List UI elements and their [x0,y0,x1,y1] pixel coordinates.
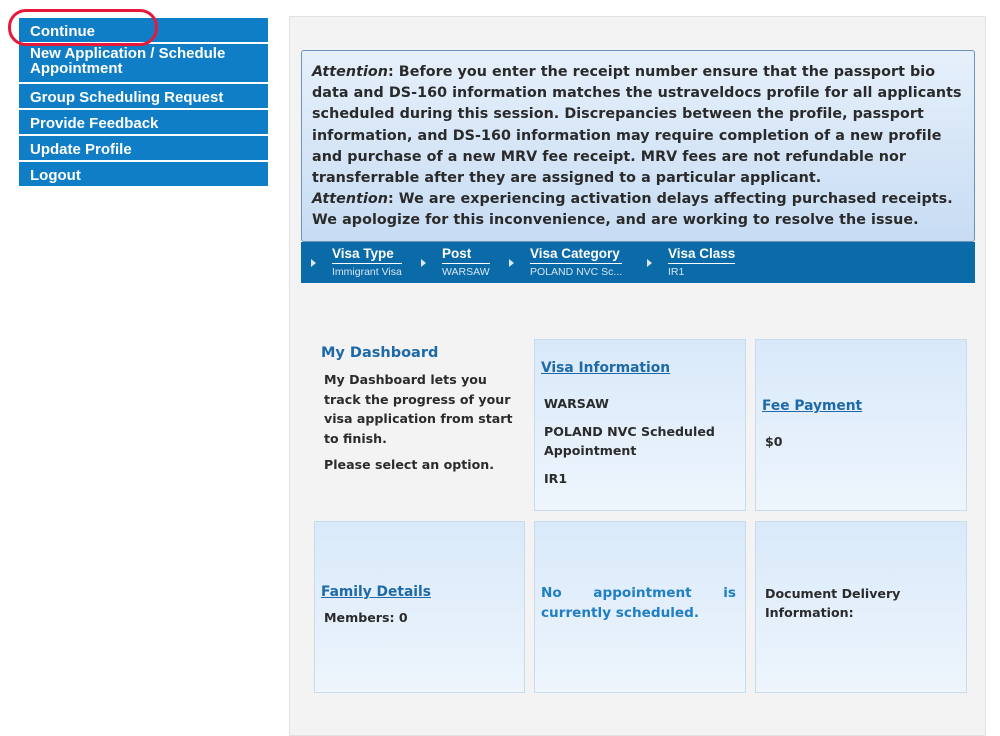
fee-payment-link[interactable]: Fee Payment [762,398,863,414]
fee-amount: $0 [765,434,783,449]
visa-information-link[interactable]: Visa Information [541,360,671,376]
appointment-status: No appointment is currently scheduled. [541,585,736,621]
family-details-tile [314,521,525,693]
breadcrumb-post[interactable] [442,246,490,278]
nav-continue[interactable]: Continue [19,18,268,44]
attention-label-1: Attention [312,64,389,80]
breadcrumb-title: Visa Type [332,246,402,264]
breadcrumb-visa-category[interactable] [530,246,622,278]
document-delivery-tile [755,521,967,693]
breadcrumb-visa-class[interactable] [668,246,735,278]
dashboard-prompt: Please select an option. [324,457,495,472]
nav-new-application[interactable]: New Application / Schedule Appointment [19,44,268,84]
breadcrumb-value: IR1 [668,266,685,278]
breadcrumb-title: Visa Class [668,246,735,264]
breadcrumb-title: Post [442,246,490,264]
dashboard-title: My Dashboard [321,345,439,361]
breadcrumb-value: POLAND NVC Sc... [530,266,623,278]
breadcrumb-value: WARSAW [442,266,490,278]
document-delivery-info: Document Delivery Information: [765,586,901,620]
chevron-right-icon [311,259,316,267]
fee-payment-tile [755,339,967,511]
breadcrumb-visa-type[interactable] [332,246,402,278]
sidebar-nav [19,18,268,186]
visa-category-value: POLAND NVC Scheduled Appointment [544,424,715,458]
dashboard-description: My Dashboard lets you track the progress of your visa application from start to finish. [324,372,513,446]
family-details-link[interactable]: Family Details [321,584,431,600]
family-members-count: Members: 0 [324,610,408,625]
visa-class-value: IR1 [544,471,568,486]
nav-update-profile[interactable]: Update Profile [19,136,268,162]
chevron-right-icon [421,259,426,267]
attention-text-1: : Before you enter the receipt number ensure that the passport bio data and DS-160 information matches the ustraveldocs profile for all applicants scheduled during this session. Discrepancies between the profile, passport information, and DS-160 information may require completion of a new profile and purchase of a new MRV fee receipt. MRV fees are not refundable nor transferrable after they are assigned to a particular applicant. [312,64,962,187]
breadcrumb [301,242,975,283]
visa-post-value: WARSAW [544,396,609,411]
main-panel [289,16,986,736]
nav-logout[interactable]: Logout [19,162,268,186]
nav-provide-feedback[interactable]: Provide Feedback [19,110,268,136]
visa-information-tile [534,339,746,511]
breadcrumb-value: Immigrant Visa [332,266,402,278]
breadcrumb-title: Visa Category [530,246,622,264]
chevron-right-icon [509,259,514,267]
attention-text-2: : We are experiencing activation delays affecting purchased receipts. We apologize for this inconvenience, and are working to resolve the issue. [312,191,953,229]
nav-group-scheduling[interactable]: Group Scheduling Request [19,84,268,110]
chevron-right-icon [647,259,652,267]
appointment-tile [534,521,746,693]
attention-notice [301,50,975,242]
attention-label-2: Attention [312,191,389,208]
